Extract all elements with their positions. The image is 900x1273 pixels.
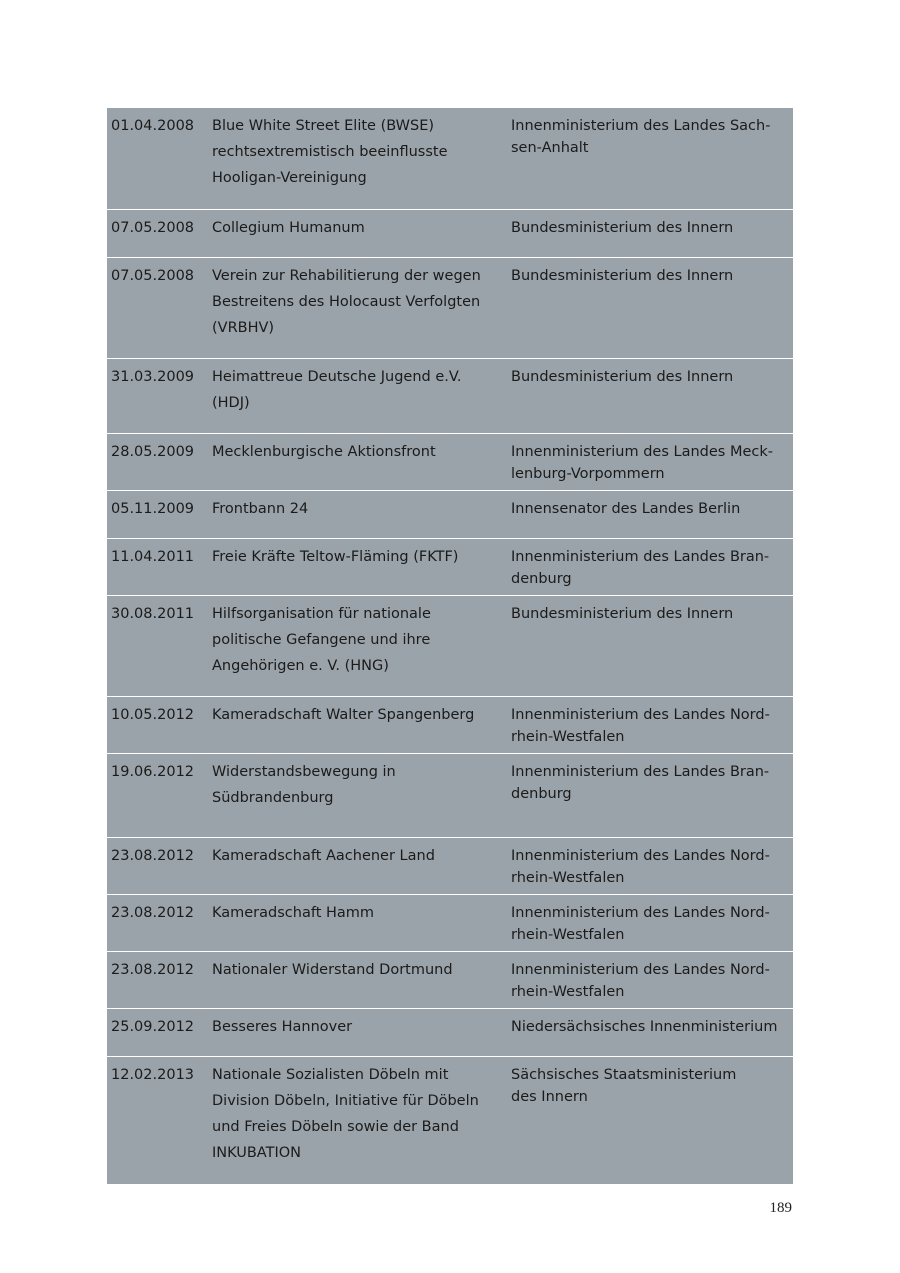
table-row (107, 1056, 793, 1184)
organization-cell: Freie Kräfte Teltow-Fläming (FKTF) (206, 538, 505, 595)
table-row (107, 209, 793, 257)
table-row (107, 1008, 793, 1056)
table-row (107, 433, 793, 490)
organization-cell: Frontbann 24 (206, 490, 505, 538)
authority-cell: Innenministerium des Landes Nord- rhein-Westfalen (505, 894, 793, 951)
table-row (107, 595, 793, 696)
date-cell: 23.08.2012 (107, 951, 206, 1008)
page-number: 189 (769, 1200, 792, 1216)
ban-table (107, 108, 793, 1184)
date-cell: 07.05.2008 (107, 209, 206, 257)
organization-cell: Widerstandsbewegung in Südbrandenburg (206, 753, 505, 837)
authority-cell: Innenministerium des Landes Nord- rhein-Westfalen (505, 837, 793, 894)
table-row (107, 696, 793, 753)
organization-cell: Blue White Street Elite (BWSE) rechtsextremistisch beeinflusste Hooligan-Vereinigung (206, 108, 505, 209)
authority-cell: Innenministerium des Landes Bran- denburg (505, 753, 793, 837)
date-cell: 19.06.2012 (107, 753, 206, 837)
authority-cell: Innensenator des Landes Berlin (505, 490, 793, 538)
table-row (107, 358, 793, 433)
table-row (107, 257, 793, 358)
authority-cell: Innenministerium des Landes Nord- rhein-Westfalen (505, 696, 793, 753)
authority-cell: Bundesministerium des Innern (505, 358, 793, 433)
date-cell: 28.05.2009 (107, 433, 206, 490)
date-cell: 05.11.2009 (107, 490, 206, 538)
organization-cell: Heimattreue Deutsche Jugend e.V. (HDJ) (206, 358, 505, 433)
date-cell: 01.04.2008 (107, 108, 206, 209)
authority-cell: Innenministerium des Landes Sach- sen-Anhalt (505, 108, 793, 209)
organization-cell: Nationaler Widerstand Dortmund (206, 951, 505, 1008)
table-row (107, 538, 793, 595)
date-cell: 23.08.2012 (107, 894, 206, 951)
authority-cell: Niedersächsisches Innenministerium (505, 1008, 793, 1056)
date-cell: 25.09.2012 (107, 1008, 206, 1056)
date-cell: 07.05.2008 (107, 257, 206, 358)
date-cell: 31.03.2009 (107, 358, 206, 433)
organization-cell: Hilfsorganisation für nationale politische Gefangene und ihre Angehörigen e. V. (HNG) (206, 595, 505, 696)
organization-cell: Nationale Sozialisten Döbeln mit Division Döbeln, Initiative für Döbeln und Freies Döbeln sowie der Band INKUBATION (212, 1066, 479, 1161)
authority-cell: Sächsisches Staatsministerium des Innern (511, 1066, 737, 1105)
authority-cell: Bundesministerium des Innern (505, 209, 793, 257)
authority-cell: Innenministerium des Landes Meck- lenburg-Vorpommern (505, 433, 793, 490)
organization-cell: Verein zur Rehabilitierung der wegen Bestreitens des Holocaust Verfolgten (VRBHV) (206, 257, 505, 358)
organization-cell: Collegium Humanum (206, 209, 505, 257)
date-cell: 23.08.2012 (107, 837, 206, 894)
table-row (107, 894, 793, 951)
authority-cell: Innenministerium des Landes Nord- rhein-Westfalen (505, 951, 793, 1008)
organization-cell: Mecklenburgische Aktionsfront (206, 433, 505, 490)
date-cell: 30.08.2011 (107, 595, 206, 696)
authority-cell: Bundesministerium des Innern (505, 595, 793, 696)
table-row (107, 837, 793, 894)
table-row (107, 108, 793, 209)
organization-cell: Besseres Hannover (206, 1008, 505, 1056)
authority-cell: Innenministerium des Landes Bran- denburg (505, 538, 793, 595)
organization-cell: Kameradschaft Aachener Land (206, 837, 505, 894)
date-cell: 10.05.2012 (107, 696, 206, 753)
organization-cell: Kameradschaft Hamm (206, 894, 505, 951)
ban-table-body (107, 108, 793, 1184)
date-cell: 11.04.2011 (107, 538, 206, 595)
table-row (107, 951, 793, 1008)
table-row (107, 490, 793, 538)
organization-cell: Kameradschaft Walter Spangenberg (206, 696, 505, 753)
authority-cell: Bundesministerium des Innern (505, 257, 793, 358)
date-cell: 12.02.2013 (111, 1066, 195, 1083)
table-row (107, 753, 793, 837)
